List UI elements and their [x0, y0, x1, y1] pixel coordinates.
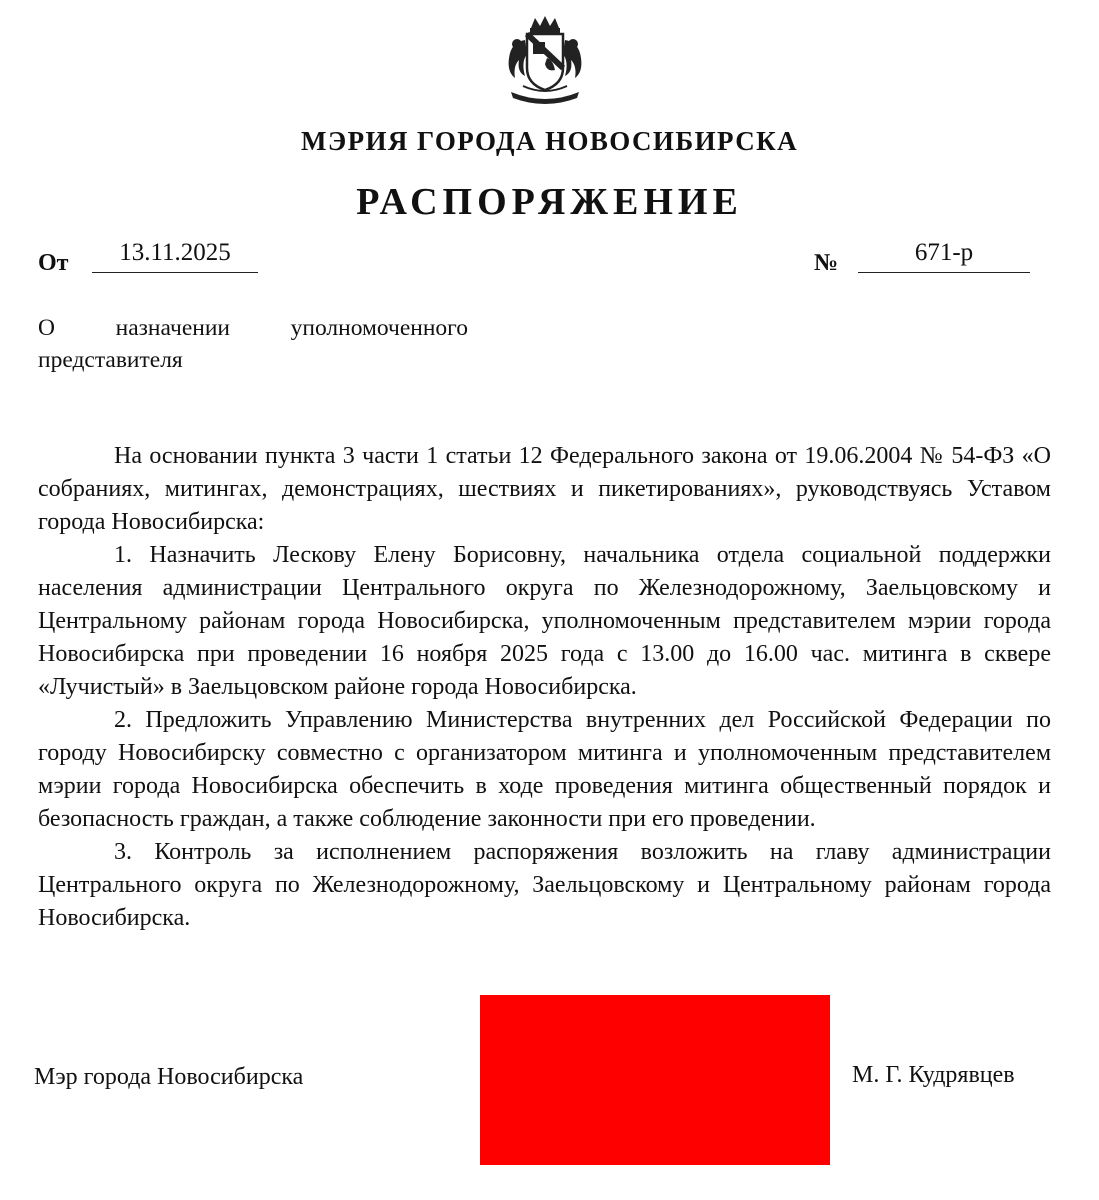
document-number: 671-р — [858, 236, 1030, 273]
subject-line-2: представителя — [38, 347, 183, 373]
document-type-title: РАСПОРЯЖЕНИЕ — [356, 181, 743, 223]
organization-title: МЭРИЯ ГОРОДА НОВОСИБИРСКА — [301, 126, 798, 156]
item-1-paragraph: 1. Назначить Лескову Елену Борисовну, начальника отдела социальной поддержки населения администрации Центрального округа по Железнодорожному, Заельцовскому и Центральному районам города Новосибирска, уполномоченным представителем мэрии города Новосибирска при проведении 16 ноября 2025 года с 13.00 до 16.00 час. митинга в сквере «Лучистый» в Заельцовском районе города Новосибирска. — [38, 542, 1051, 700]
document-date: 13.11.2025 — [92, 236, 258, 273]
signatory-name: М. Г. Кудрявцев — [852, 1062, 1015, 1088]
number-label: № — [814, 250, 839, 276]
signatory-position: Мэр города Новосибирска — [34, 1064, 304, 1090]
subject-line-1: О назначении уполномоченного — [38, 315, 468, 341]
redacted-signature-block — [480, 995, 830, 1165]
document-subject — [38, 312, 468, 376]
document-body — [38, 440, 1051, 935]
item-2-paragraph: 2. Предложить Управлению Министерства внутренних дел Российской Федерации по городу Новосибирску совместно с организатором митинга и уполномоченным представителем мэрии города Новосибирска обеспечить в ходе проведения митинга общественный порядок и безопасность граждан, а также соблюдение законности при его проведении. — [38, 707, 1051, 832]
date-label: От — [38, 250, 69, 276]
city-coat-of-arms-icon — [497, 14, 593, 110]
item-3-paragraph: 3. Контроль за исполнением распоряжения возложить на главу администрации Центрального округа по Железнодорожному, Заельцовскому и Центральному районам города Новосибирска. — [38, 839, 1051, 931]
preamble-paragraph: На основании пункта 3 части 1 статьи 12 Федерального закона от 19.06.2004 № 54-ФЗ «О собраниях, митингах, демонстрациях, шествиях и пикетированиях», руководствуясь Уставом города Новосибирска: — [38, 443, 1051, 535]
